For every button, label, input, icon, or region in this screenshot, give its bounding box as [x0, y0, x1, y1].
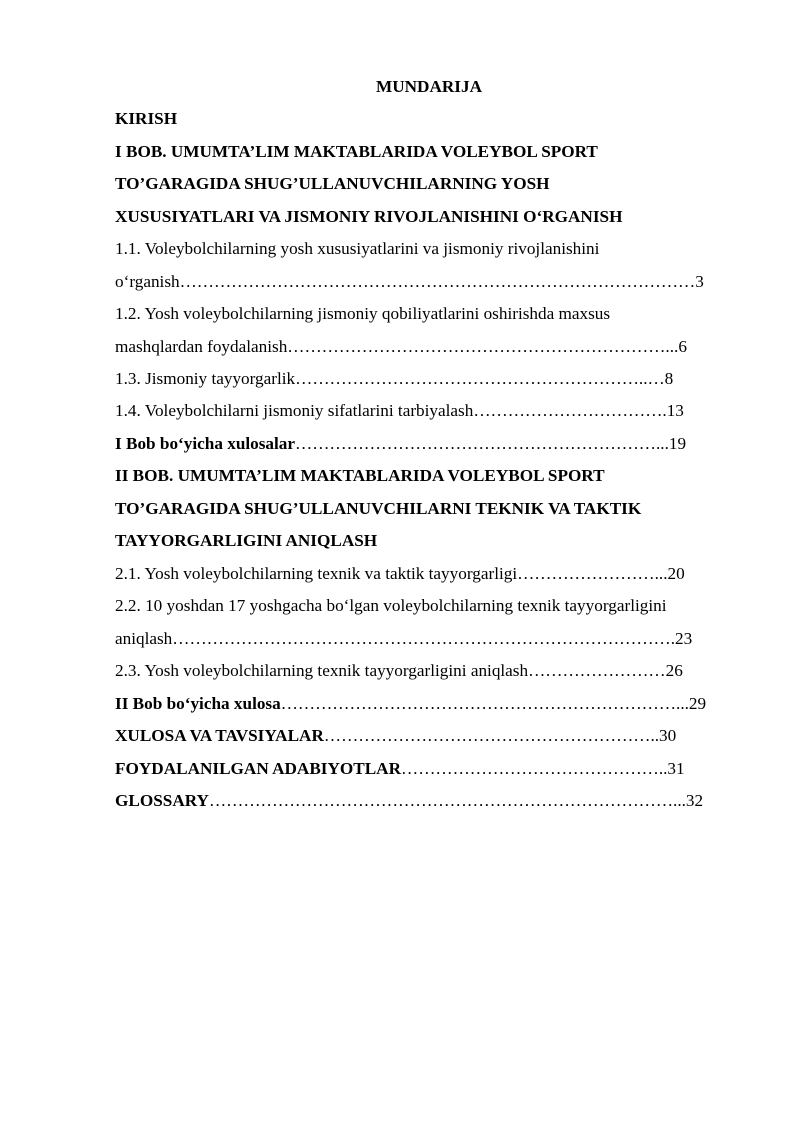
glossary-leader-page: ………………………………………………………………………...32 [208, 791, 704, 810]
chapter1-title-line1: I BOB. UMUMTA’LIM MAKTABLARIDA VOLEYBOL SPORT [115, 142, 598, 161]
toc-entry-1-3: 1.3. Jismoniy tayyorgarlik……………………………………………………..…8 [115, 369, 674, 388]
references-label: FOYDALANILGAN ADABIYOTLAR [115, 759, 402, 778]
toc-entry-2-1: 2.1. Yosh voleybolchilarning texnik va taktik tayyorgarligi……………………...20 [115, 564, 685, 583]
toc-entry-2-2-line2: aniqlash…………………………………………………………………………….23 [115, 629, 693, 648]
summary2-leader-page: ……………………………………………………………...29 [280, 694, 707, 713]
references-leader-page: ………………………………………..31 [401, 759, 685, 778]
chapter2-title-line3: TAYYORGARLIGINI ANIQLASH [115, 531, 378, 550]
toc-entry-chapter1-summary [115, 433, 686, 455]
toc-entry-conclusions [115, 725, 676, 747]
summary1-label: I Bob bo‘yicha xulosalar [115, 434, 296, 453]
toc-entry-1-2-line1: 1.2. Yosh voleybolchilarning jismoniy qobiliyatlarini oshirishda maxsus [115, 304, 611, 323]
toc-entry-glossary [115, 790, 703, 812]
summary2-label: II Bob bo‘yicha xulosa [115, 694, 281, 713]
toc-entry-1-1-line1: 1.1. Voleybolchilarning yosh xususiyatlarini va jismoniy rivojlanishini [115, 239, 600, 258]
toc-entry-1-1-line2: o‘rganish………………………………………………………………………………3 [115, 272, 704, 291]
chapter2-title-line2: TO’GARAGIDA SHUG’ULLANUVCHILARNI TEKNIK VA TAKTIK [115, 499, 642, 518]
conclusions-leader-page: …………………………………………………..30 [323, 726, 677, 745]
chapter1-title-line2: TO’GARAGIDA SHUG’ULLANUVCHILARNING YOSH [115, 174, 550, 193]
chapter2-title-line1: II BOB. UMUMTA’LIM MAKTABLARIDA VOLEYBOL SPORT [115, 466, 605, 485]
toc-entry-chapter2-summary [115, 693, 706, 715]
toc-kirish: KIRISH [115, 109, 178, 128]
toc-entry-1-4: 1.4. Voleybolchilarni jismoniy sifatlarini tarbiyalash…………………………….13 [115, 401, 684, 420]
summary1-leader-page: ………………………………………………………...19 [295, 434, 687, 453]
glossary-label: GLOSSARY [115, 791, 209, 810]
conclusions-label: XULOSA VA TAVSIYALAR [115, 726, 324, 745]
toc-entry-2-2-line1: 2.2. 10 yoshdan 17 yoshgacha bo‘lgan voleybolchilarning texnik tayyorgarligini [115, 596, 667, 615]
toc-entry-2-3: 2.3. Yosh voleybolchilarning texnik tayyorgarligini aniqlash……………………26 [115, 661, 683, 680]
toc-entry-1-2-line2: mashqlardan foydalanish…………………………………………………………...6 [115, 337, 687, 356]
chapter1-title-line3: XUSUSIYATLARI VA JISMONIY RIVOJLANISHINI O‘RGANISH [115, 207, 623, 226]
toc-entry-references [115, 758, 685, 780]
toc-title: MUNDARIJA [376, 77, 482, 96]
